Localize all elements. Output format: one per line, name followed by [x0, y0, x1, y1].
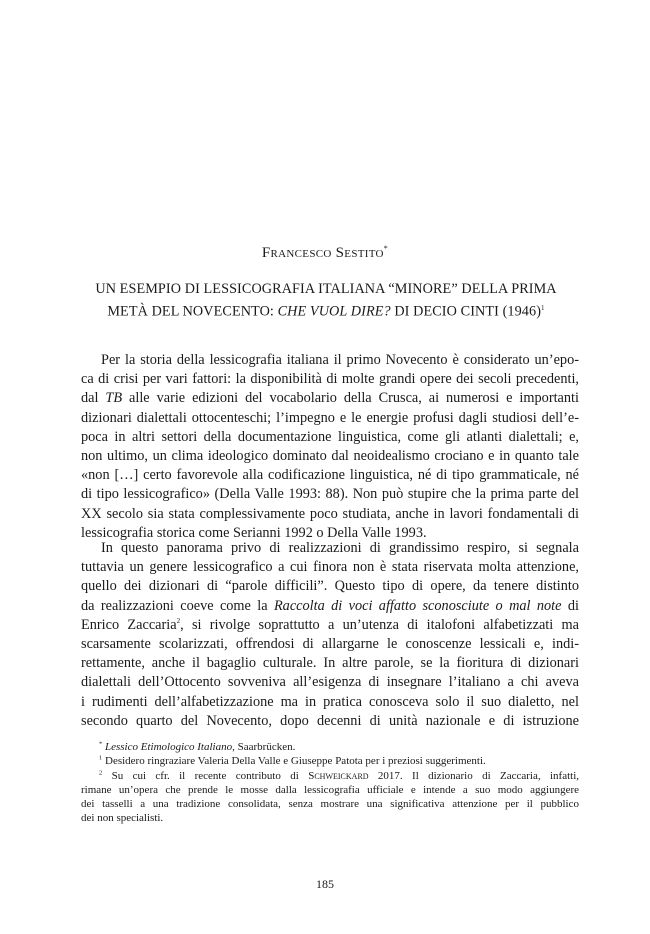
footnotes: [81, 740, 579, 826]
title-line-1: UN ESEMPIO DI LESSICOGRAFIA ITALIANA “MINORE” DELLA PRIMA: [95, 281, 557, 297]
footnote-1-text: Desidero ringraziare Valeria Della Valle e Giuseppe Patota per i preziosi suggerimenti.: [105, 755, 486, 768]
paragraph-1-line: poca in altri settori della documentazione linguistica, come gli atlanti dialettali; e,: [81, 428, 579, 445]
footnote-star-affiliation: Lessico Etimologico Italiano: [105, 741, 233, 753]
paragraph-2-text: Enrico Zaccaria: [81, 616, 177, 633]
paragraph-1-line: non ultimo, un clima ideologico dominato dal neoidealismo crociano e in quanto tale: [81, 447, 579, 464]
abbreviation-tb: TB: [105, 390, 123, 407]
author-name: [0, 244, 650, 262]
paragraph-2-text: di: [561, 597, 579, 614]
paragraph-1-text: alle varie edizioni del vocabolario della Crusca, ai numerosi e importanti: [122, 390, 579, 407]
paragraph-1-line: di tipo lessicografico» (Della Valle 1993: 88). Non può stupire che la prima parte del: [81, 486, 579, 503]
paragraph-1-line: lessicografia storica come Serianni 1992 o Della Valle 1993.: [81, 524, 427, 541]
footnote-star-text: , Saarbrücken.: [232, 741, 296, 753]
footnote-2-marker[interactable]: 2: [176, 616, 181, 625]
footnote-2-text: Su cui cfr. il recente contributo di: [111, 769, 309, 782]
title-italic-work: CHE VUOL DIRE?: [277, 303, 391, 320]
paragraph-2-line: [81, 616, 579, 635]
paragraph-2-line: In questo panorama privo di realizzazioni di grandissimo respiro, si segnala: [101, 540, 579, 556]
author-name-text: Francesco Sestito: [261, 245, 384, 261]
paragraph-1-line: «non […] certo favorevole alla codificazione linguistica, né di tipo grammaticale, né: [81, 467, 579, 484]
paragraph-2-line: scarsamente scolarizzati, offrendosi di allargarne le conoscenze lessicali e, indi-: [81, 635, 579, 652]
paragraph-1-line: [81, 389, 579, 408]
paragraph-1-line: dizionari dialettali ottocenteschi; l’impegno e le energie profusi dagli studiosi dell’e-: [81, 409, 579, 426]
title-line-2-start: METÀ DEL NOVECENTO:: [107, 303, 278, 320]
footnote-2-text: 2017. Il dizionario di Zaccaria, infatti,: [368, 769, 579, 782]
title-line-2-end: DI DECIO CINTI (1946): [390, 303, 542, 320]
footnote-2-line: rimane un’opera che prende le mosse dalla lessicografia ufficiale e intende a suo modo aggiungere: [81, 783, 579, 796]
author-footnote-marker[interactable]: *: [383, 244, 389, 253]
paragraph-2: [81, 539, 579, 731]
paragraph-2-line: secondo quarto del Novecento, dopo decenni di unità nazionale e di istruzione: [81, 712, 579, 729]
paragraph-2-line: i rudimenti dell’alfabetizzazione ma in pratica conosceva solo il suo dialetto, nel: [81, 693, 579, 710]
paragraph-2-line: rettamente, anche il bagaglio culturale. In altre parole, se la fioritura di dizionari: [81, 655, 579, 672]
paragraph-1-text: dal: [81, 390, 106, 407]
footnote-2-author: Schweickard: [308, 769, 369, 782]
footnote-2-line: dei non specialisti.: [81, 812, 164, 825]
footnote-1: [81, 754, 579, 768]
paragraph-1: [81, 351, 579, 543]
paragraph-2-line: tuttavia un genere lessicografico a cui finora non è stata riservata molta attenzione,: [81, 559, 579, 576]
footnote-star: [81, 740, 579, 754]
paragraph-1-line: XX secolo sia stata complessivamente poco studiata, anche in lavori fondamentali di: [81, 505, 579, 522]
paragraph-1-line: Per la storia della lessicografia italiana il primo Novecento è considerato un’epo-: [101, 352, 579, 368]
paragraph-2-line: [81, 597, 579, 616]
paragraph-2-text: da realizzazioni coeve come la: [81, 597, 274, 614]
paragraph-2-line: dialettali dell’Ottocento sovveniva all’esigenza di insegnare l’italiano a chi aveva: [81, 674, 579, 691]
title-footnote-marker[interactable]: 1: [541, 304, 545, 312]
italic-work-title: Raccolta di voci affatto sconosciute o mal note: [273, 597, 562, 614]
footnote-2-line: dei tasselli a una tradizione consolidata, senza mostrare una significativa attenzione per il pubblico: [81, 798, 579, 811]
paragraph-1-line: ca di crisi per vari fattori: la disponibilità di molte grandi opere dei secoli precedenti,: [81, 371, 579, 388]
paragraph-2-line: quello dei dizionari di “parole difficili”. Questo tipo di opere, da tenere distinto: [81, 578, 579, 595]
page-number: 185: [316, 877, 334, 891]
paragraph-2-text: , si rivolge soprattutto a un’utenza di italofoni alfabetizzati ma: [180, 616, 579, 633]
footnote-2-marker-note: 2: [99, 768, 103, 776]
footnote-1-marker: 1: [99, 754, 103, 762]
footnote-star-marker: *: [99, 740, 103, 748]
footnote-2-line: [81, 769, 579, 783]
title-line-2: [80, 299, 572, 322]
article-title: [80, 280, 572, 322]
